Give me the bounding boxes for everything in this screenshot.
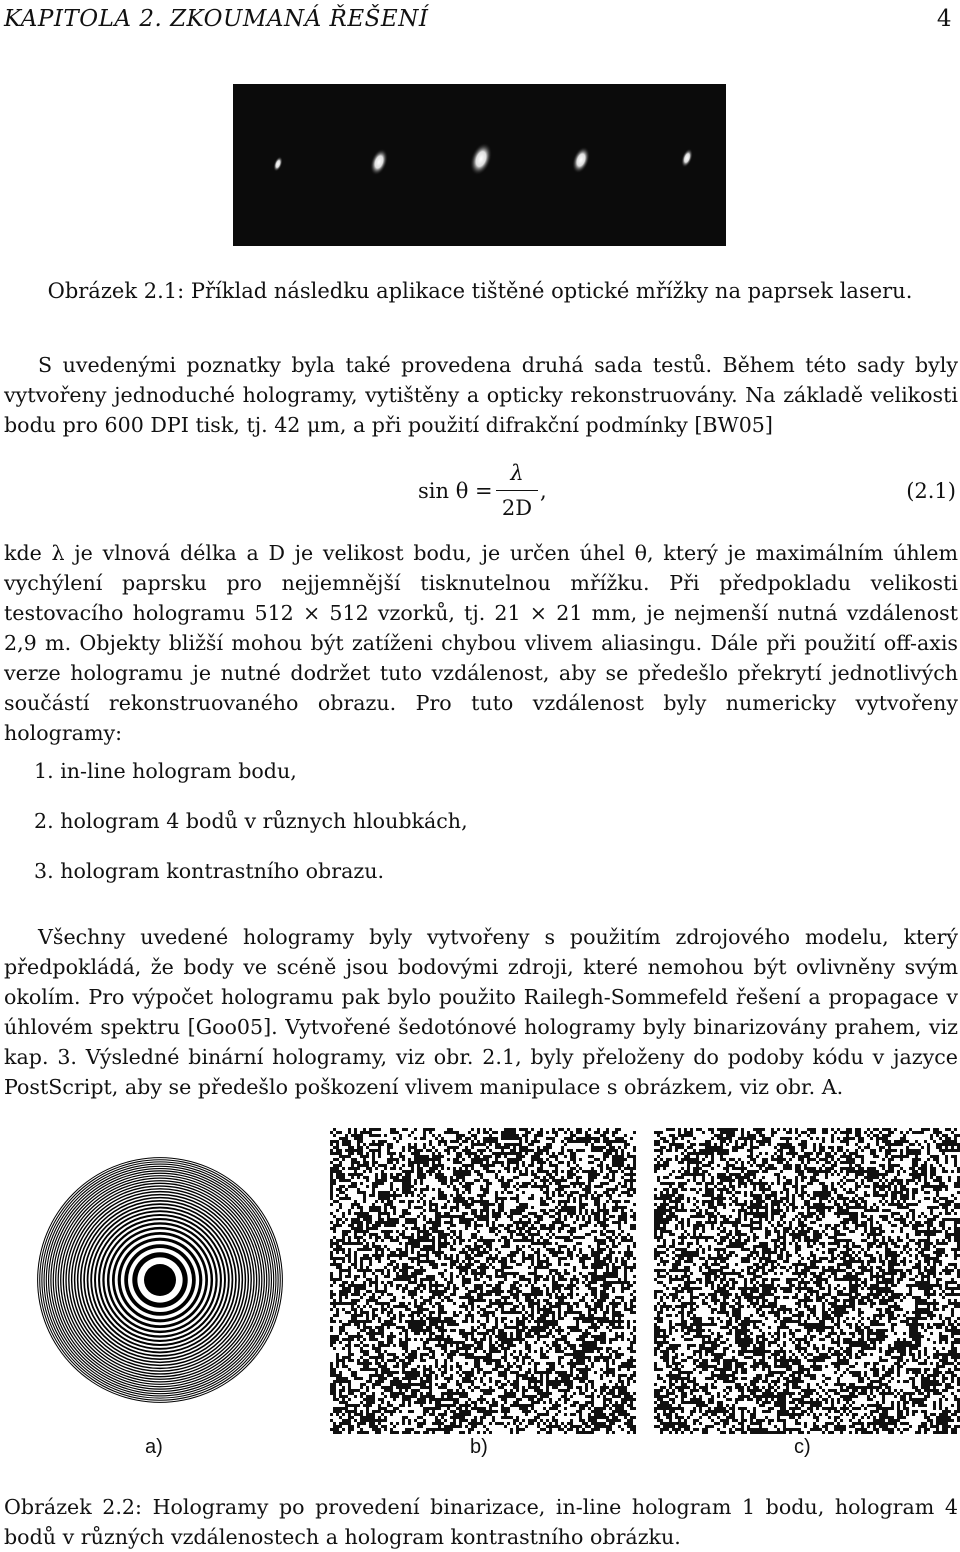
list-item: 1. in-line hologram bodu,: [34, 759, 297, 783]
paragraph: [4, 538, 958, 748]
equation-number: (2.1): [906, 479, 956, 503]
paragraph-text: kde λ je vlnová délka a D je velikost bodu, je určen úhel θ, který je maximálním úhlem vychýlení paprsku pro nejjemnější tisknutelnou mřížku. Při předpokladu velikosti testovacího hologramu 512 × 512 vzorků, tj. 21 × 21 mm, je nejmenší nutná vzdálenost 2,9 m. Objekty bližší mohou být zatíženi chybou vlivem aliasingu. Dále při použití off-axis verze hologramu je nutné dodržet tuto vzdálenost, aby se předešlo překrytí jednotlivých součástí rekonstruovaného obrazu. Pro tuto vzdálenost byly numericky vytvořeny hologramy:: [4, 541, 958, 745]
subfigure-label: b): [470, 1436, 488, 1458]
diffraction-spot: [466, 140, 496, 179]
running-header: [4, 6, 956, 36]
diffraction-spot: [367, 146, 392, 178]
diffraction-spot: [569, 144, 594, 176]
paragraph: [4, 922, 958, 1102]
hologram-contrast-image: [654, 1128, 960, 1434]
list-item: 2. hologram 4 bodů v různych hloubkách,: [34, 809, 468, 833]
fraction: [496, 458, 538, 523]
list-item: 3. hologram kontrastního obrazu.: [34, 859, 385, 883]
fraction-bar: [496, 490, 538, 491]
paragraph-text: Všechny uvedené hologramy byly vytvořeny s použitím zdrojového modelu, který předpokládá, že body ve scéně jsou bodovými zdroji, které nemohou být ovlivněny svým okolím. Pro výpočet hologramu pak bylo použito Railegh-Sommefeld řešení a propagace v úhlovém spektru [Goo05]. Vytvořené šedotónové hologramy byly binarizovány prahem, viz kap. 3. Výsledné binární hologramy, viz obr. 2.1, byly přeloženy do podoby kódu v jazyce PostScript, aby se předešlo poškození vlivem manipulace s obrázkem, viz obr. A.: [4, 925, 958, 1099]
subfigure-label: a): [145, 1436, 163, 1458]
equation-lhs: sin θ =: [418, 479, 493, 503]
page-number: 4: [936, 6, 952, 32]
fraction-denominator: 2D: [501, 496, 533, 520]
equation: [0, 458, 960, 528]
paragraph-text: S uvedenými poznatky byla také provedena druhá sada testů. Během této sady byly vytvořeny jednoduché hologramy, vytištěny a opticky rekonstruovány. Na základě velikosti bodu pro 600 DPI tisk, tj. 42 μm, a při použití difrakční podmínky [BW05]: [4, 353, 958, 437]
chapter-title: KAPITOLA 2. ZKOUMANÁ ŘEŠENÍ: [4, 6, 429, 32]
paragraph: [4, 350, 958, 440]
equation-comma: ,: [540, 479, 547, 503]
figure-caption: [4, 1492, 958, 1552]
hologram-inline-point: [4, 1128, 310, 1434]
laser-diffraction-photo: [233, 84, 726, 246]
subfigure-label: c): [794, 1436, 811, 1458]
fraction-numerator: λ: [510, 461, 524, 485]
figure-caption-text: Obrázek 2.2: Hologramy po provedení binarizace, in-line hologram 1 bodu, hologram 4 bodů v různých vzdálenostech a hologram kontrastního obrázku.: [4, 1495, 958, 1549]
figure-caption: Obrázek 2.1: Příklad následku aplikace tištěné optické mřížky na paprsek laseru.: [47, 279, 913, 303]
enumerated-list: [34, 756, 468, 906]
diffraction-spot: [272, 155, 285, 173]
hologram-four-points: [330, 1128, 636, 1434]
diffraction-spot: [679, 147, 695, 169]
